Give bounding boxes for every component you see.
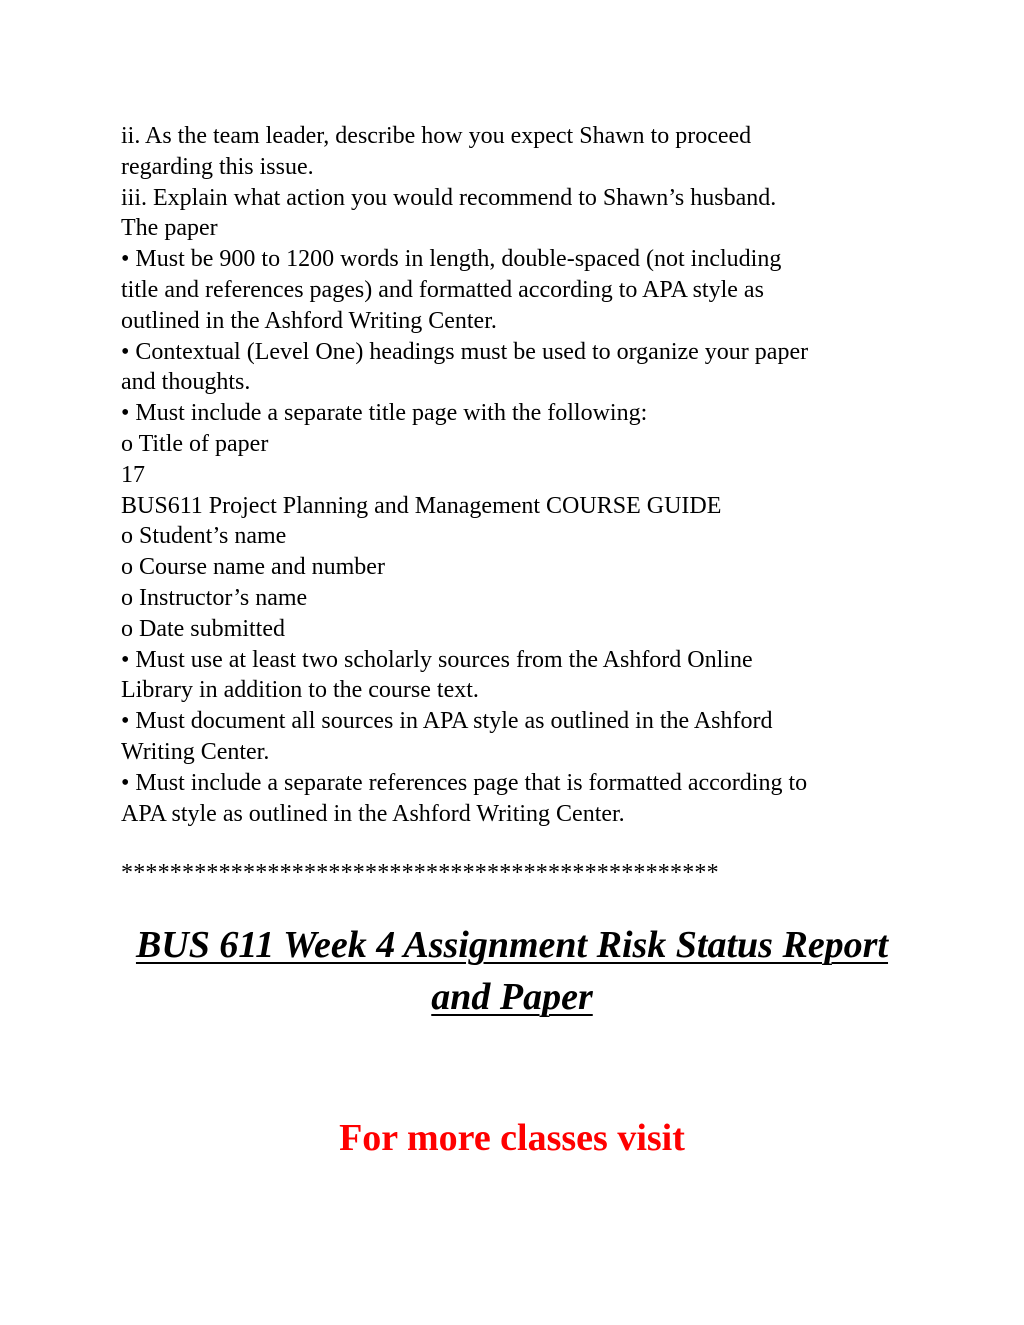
text-line: outlined in the Ashford Writing Center. xyxy=(121,307,497,334)
text-line: Library in addition to the course text. xyxy=(121,677,479,704)
text-line: ii. As the team leader, describe how you expect Shawn to proceed xyxy=(121,123,752,149)
text-line: The paper xyxy=(121,215,218,242)
assignment-requirements-text xyxy=(121,121,921,829)
heading-line-1[interactable]: BUS 611 Week 4 Assignment Risk Status Report xyxy=(135,924,889,966)
heading-line-2[interactable]: and Paper xyxy=(431,976,593,1018)
sub-item-line: o Student’s name xyxy=(121,523,287,550)
running-header: BUS611 Project Planning and Management COURSE GUIDE xyxy=(121,492,722,519)
bullet-line: • Must include a separate title page with the following: xyxy=(121,400,648,427)
bullet-line: • Contextual (Level One) headings must be used to organize your paper xyxy=(121,338,809,365)
bullet-line: • Must be 900 to 1200 words in length, double-spaced (not including xyxy=(121,246,782,273)
text-line: regarding this issue. xyxy=(121,153,314,180)
page-number: 17 xyxy=(121,461,145,488)
promo-text: For more classes visit xyxy=(339,1117,685,1159)
text-line: title and references pages) and formatted according to APA style as xyxy=(121,276,764,303)
assignment-heading[interactable] xyxy=(60,919,964,1023)
sub-item-line: o Instructor’s name xyxy=(121,584,308,611)
sub-item-line: o Date submitted xyxy=(121,615,285,642)
sub-item-line: o Course name and number xyxy=(121,554,385,581)
bullet-line: • Must document all sources in APA style as outlined in the Ashford xyxy=(121,708,773,735)
sub-item-line: o Title of paper xyxy=(121,430,269,457)
text-line: Writing Center. xyxy=(121,738,270,765)
text-line: iii. Explain what action you would recommend to Shawn’s husband. xyxy=(121,184,777,211)
text-line: APA style as outlined in the Ashford Writing Center. xyxy=(121,800,625,827)
text-line: and thoughts. xyxy=(121,369,251,396)
asterisk-separator: ************************************************* xyxy=(121,860,719,886)
bullet-line: • Must include a separate references page that is formatted according to xyxy=(121,769,808,796)
bullet-line: • Must use at least two scholarly sources from the Ashford Online xyxy=(121,646,753,673)
